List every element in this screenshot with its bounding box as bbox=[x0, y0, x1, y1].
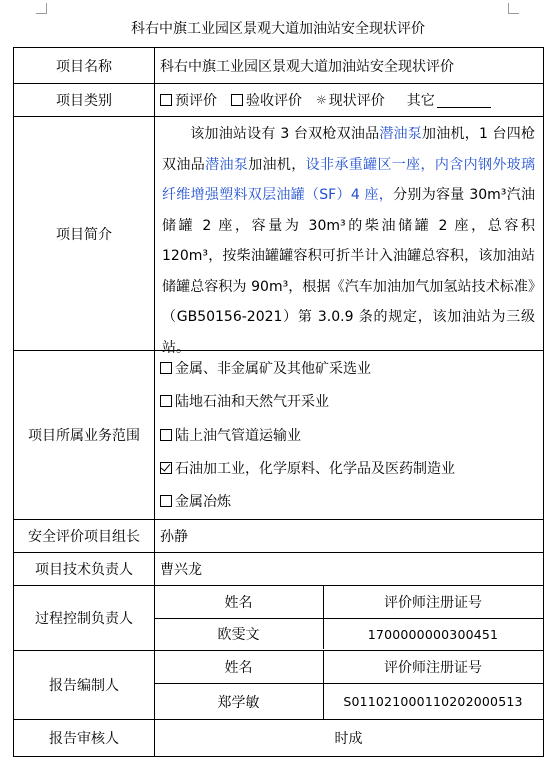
cert-column-header: 评价师注册证号 bbox=[323, 586, 543, 619]
report-author-cert: S011021000110202000513 bbox=[343, 694, 523, 709]
row-report-author bbox=[13, 650, 544, 720]
project-name-label: 项目名称 bbox=[14, 48, 155, 83]
intro-segment-highlight: 潜油泵 bbox=[205, 156, 249, 173]
project-type-options bbox=[154, 84, 543, 116]
tech-lead-value: 曹兴龙 bbox=[160, 562, 202, 578]
checkbox-icon bbox=[160, 429, 172, 441]
process-control-cert: 1700000000300451 bbox=[367, 626, 499, 642]
option-other[interactable]: 其它 bbox=[407, 90, 491, 110]
checkbox-icon bbox=[160, 495, 172, 507]
intro-segment-highlight: 潜油泵 bbox=[379, 126, 423, 142]
intro-segment-highlight: 设非承重罐区一座，内含内钢外玻璃纤维增强塑料双层油罐（SF）4 座， bbox=[162, 156, 536, 203]
report-author-label: 报告编制人 bbox=[14, 651, 155, 719]
project-intro-text bbox=[162, 119, 535, 363]
row-reviewer bbox=[13, 719, 544, 757]
option-status-evaluation[interactable]: ☼ 现状评价 bbox=[316, 93, 385, 109]
process-control-subtable bbox=[154, 586, 543, 650]
project-type-label: 项目类别 bbox=[14, 84, 155, 116]
business-scope-label: 项目所属业务范围 bbox=[14, 351, 155, 519]
tech-lead-label: 项目技术负责人 bbox=[14, 553, 155, 585]
reviewer-label: 报告审核人 bbox=[14, 720, 155, 756]
row-process-control bbox=[13, 585, 544, 651]
other-blank-line bbox=[437, 93, 491, 108]
report-author-subtable bbox=[154, 651, 543, 719]
team-leader-value: 孙静 bbox=[160, 529, 188, 545]
scope-item-metal-smelting[interactable]: 金属冶炼 bbox=[160, 491, 231, 511]
team-leader-label: 安全评价项目组长 bbox=[14, 520, 155, 552]
scope-item-petroleum-chemical[interactable]: 石油加工业，化学原料、化学品及医药制造业 bbox=[160, 458, 455, 478]
row-team-leader bbox=[13, 519, 544, 553]
row-business-scope bbox=[13, 350, 544, 520]
row-project-intro bbox=[13, 116, 544, 356]
row-project-type bbox=[13, 83, 544, 117]
checked-checkbox-icon bbox=[160, 462, 172, 474]
project-intro-label: 项目简介 bbox=[14, 117, 155, 350]
name-column-header: 姓名 bbox=[154, 586, 324, 619]
intro-segment: 分别为容量 30m³汽油储罐 2 座，容量为 30m³的柴油储罐 2 座，总容积 120m³，按柴油罐罐容积可折半计入油罐总容积，该加油站储罐总容积为 90m³，根据《汽车加油加气加氢站技术标准》（GB50156-2021）第 3.0.9 条的规定，该加油站为三级站。 bbox=[162, 187, 536, 356]
name-column-header: 姓名 bbox=[154, 651, 324, 684]
intro-segment: 加油机，1 台四枪双油品 bbox=[162, 126, 536, 173]
checkbox-icon bbox=[160, 362, 172, 374]
business-scope-list bbox=[154, 351, 543, 519]
scope-item-mining[interactable]: 金属、非金属矿及其他矿采选业 bbox=[160, 358, 371, 378]
page-corner-mark-left bbox=[36, 3, 47, 14]
project-intro-cell bbox=[154, 117, 543, 356]
report-author-name: 郑学敏 bbox=[154, 684, 324, 719]
document-title: 科右中旗工业园区景观大道加油站安全现状评价 bbox=[131, 21, 425, 37]
process-control-name: 欧雯文 bbox=[154, 619, 324, 649]
row-tech-lead bbox=[13, 552, 544, 586]
row-project-name bbox=[13, 47, 544, 84]
option-pre-evaluation[interactable]: 预评价 bbox=[160, 90, 217, 110]
process-control-label: 过程控制负责人 bbox=[14, 586, 155, 650]
scope-item-oil-gas-extraction[interactable]: 陆地石油和天然气开采业 bbox=[160, 391, 329, 411]
reviewer-value: 时成 bbox=[334, 731, 363, 747]
cert-column-header: 评价师注册证号 bbox=[323, 651, 543, 684]
option-acceptance-evaluation[interactable]: 验收评价 bbox=[231, 90, 302, 110]
page-corner-mark-right bbox=[508, 3, 519, 14]
checkbox-icon bbox=[160, 94, 172, 106]
intro-segment: 加油机， bbox=[248, 156, 306, 173]
project-name-value: 科右中旗工业园区景观大道加油站安全现状评价 bbox=[160, 58, 454, 75]
selected-mark-icon: ☼ bbox=[316, 93, 327, 107]
intro-segment: 该加油站设有 3 台双枪双油品 bbox=[190, 126, 380, 142]
checkbox-icon bbox=[231, 94, 243, 106]
checkbox-icon bbox=[160, 395, 172, 407]
scope-item-pipeline-transport[interactable]: 陆上油气管道运输业 bbox=[160, 425, 301, 445]
